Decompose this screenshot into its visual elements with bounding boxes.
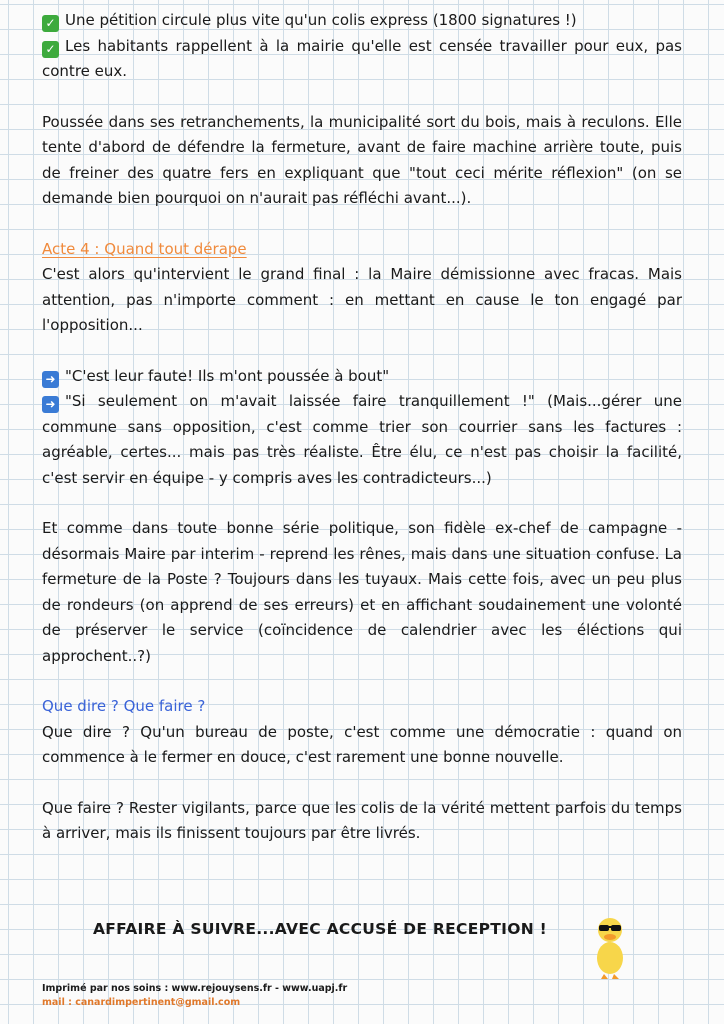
section-heading-acte4: Acte 4 : Quand tout dérape bbox=[42, 239, 247, 258]
duck-with-sunglasses-icon bbox=[590, 908, 630, 980]
arrow-right-icon: ➜ bbox=[42, 396, 59, 413]
footer-email: mail : canardimpertinent@gmail.com bbox=[42, 997, 241, 1008]
check-icon: ✓ bbox=[42, 15, 59, 32]
paragraph-que-faire: Que faire ? Rester vigilants, parce que les colis de la vérité mettent parfois du temps à arriver, mais ils finissent toujours par être livrés. bbox=[42, 798, 682, 842]
section-heading-conclusion: Que dire ? Que faire ? bbox=[42, 697, 206, 715]
document-body bbox=[42, 8, 682, 847]
quote-one: ➜ "C'est leur faute! Ils m'ont poussée à bout" bbox=[42, 364, 682, 390]
check-icon: ✓ bbox=[42, 41, 59, 58]
bullet-petition: ✓ Une pétition circule plus vite qu'un colis express (1800 signatures !) bbox=[42, 8, 682, 34]
paragraph-que-dire: Que dire ? Qu'un bureau de poste, c'est comme une démocratie : quand on commence à le fermer en douce, c'est rarement une bonne nouvelle. bbox=[42, 722, 682, 766]
bullet-habitants: ✓ Les habitants rappellent à la mairie qu'elle est censée travailler pour eux, pas contre eux. bbox=[42, 36, 682, 80]
paragraph-final: C'est alors qu'intervient le grand final : la Maire démissionne avec fracas. Mais attention, pas n'importe comment : en mettant en cause le ton engagé par l'opposition... bbox=[42, 265, 682, 334]
footer-print-info: Imprimé par nos soins : www.rejouysens.fr - www.uapj.fr bbox=[42, 983, 348, 994]
quote-two: ➜ "Si seulement on m'avait laissée faire tranquillement !" (Mais...gérer une commune sans opposition, c'est comme trier son courrier sans les factures : agréable, certes... mais pas très réaliste. Être élu, ce n'est pas choisir la facilité, c'est servir en équipe - y compris aves les contradicteurs...) bbox=[42, 392, 682, 487]
footer bbox=[42, 982, 347, 1010]
arrow-right-icon: ➜ bbox=[42, 371, 59, 388]
paragraph-municipalite: Poussée dans ses retranchements, la municipalité sort du bois, mais à reculons. Elle tente d'abord de défendre la fermeture, avant de faire machine arrière toute, puis de freiner des quatre fers en expliquant que "tout ceci mérite réflexion" (on se demande bien pourquoi on n'aurait pas réfléchi avant...). bbox=[42, 112, 682, 207]
closing-banner: AFFAIRE À SUIVRE...AVEC ACCUSÉ DE RECEPTION ! bbox=[92, 920, 548, 938]
paragraph-serie-politique: Et comme dans toute bonne série politique, son fidèle ex-chef de campagne - désormais Maire par interim - reprend les rênes, mais dans une situation confuse. La fermeture de la Poste ? Toujours dans les tuyaux. Mais cette fois, avec un peu plus de rondeurs (on apprend de ses erreurs) et en affichant soudainement une volonté de préserver le service (coïncidence de calendrier avec les éléctions qui approchent..?) bbox=[42, 519, 682, 665]
